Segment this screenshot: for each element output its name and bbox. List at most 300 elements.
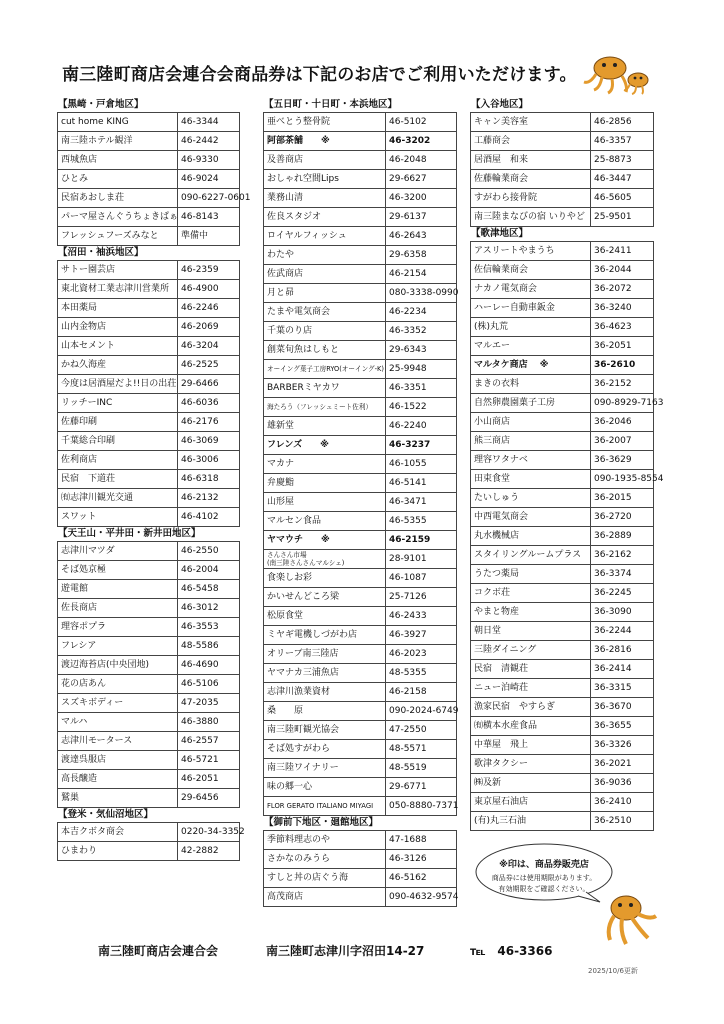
- store-name: オーイング菓子工房RYO(オーイング-K): [264, 360, 386, 379]
- table-row: [471, 113, 654, 132]
- table-row: [264, 683, 457, 702]
- table-row: [471, 698, 654, 717]
- store-name: かいせんどころ梁: [264, 588, 386, 607]
- table-row: [264, 398, 457, 417]
- section-header: 【沼田・袖浜地区】: [58, 247, 144, 258]
- section-header: 【登米・気仙沼地区】: [58, 809, 154, 820]
- table-row: [471, 356, 654, 375]
- store-phone: 46-3352: [386, 322, 457, 341]
- store-phone: 46-5102: [386, 113, 457, 132]
- store-name: 味の郷一心: [264, 778, 386, 797]
- table-row: [471, 527, 654, 546]
- store-phone: 36-3326: [591, 736, 654, 755]
- section-header: 【五日町・十日町・本浜地区】: [264, 99, 398, 110]
- table-row: [58, 599, 240, 618]
- store-name: リッチーINC: [58, 394, 178, 413]
- store-name: ㈱及新: [471, 774, 591, 793]
- store-phone: 29-6137: [386, 208, 457, 227]
- store-phone: 36-3655: [591, 717, 654, 736]
- store-name: 居酒屋 和来: [471, 151, 591, 170]
- store-phone: 36-2816: [591, 641, 654, 660]
- table-row: [58, 561, 240, 580]
- store-phone: 36-2244: [591, 622, 654, 641]
- store-name: 花の店あん: [58, 675, 178, 694]
- section-header: 【歌津地区】: [471, 228, 529, 239]
- store-name: 工藤商会: [471, 132, 591, 151]
- table-row: [264, 778, 457, 797]
- table-row: [264, 151, 457, 170]
- table-row: [264, 341, 457, 360]
- store-phone: 36-2411: [591, 242, 654, 261]
- table-row: [471, 280, 654, 299]
- store-name: 遊電館: [58, 580, 178, 599]
- store-phone: 46-3200: [386, 189, 457, 208]
- store-phone: 46-3447: [591, 170, 654, 189]
- store-name: 佐藤輪業商会: [471, 170, 591, 189]
- store-phone: 46-2051: [178, 770, 240, 789]
- store-phone: 46-3880: [178, 713, 240, 732]
- table-row: [471, 451, 654, 470]
- table-row: [264, 284, 457, 303]
- section-header: 【天王山・平井田・新井田地区】: [58, 528, 201, 539]
- store-phone: 36-2152: [591, 375, 654, 394]
- table-row: [58, 580, 240, 599]
- notice-line-1: ※印は、商品券販売店: [499, 860, 589, 870]
- store-phone: 46-2048: [386, 151, 457, 170]
- store-phone: 46-9024: [178, 170, 240, 189]
- store-phone: 36-2414: [591, 660, 654, 679]
- table-row: [264, 588, 457, 607]
- store-name: アスリートやまうち: [471, 242, 591, 261]
- table-row: [471, 261, 654, 280]
- store-name: 山本セメント: [58, 337, 178, 356]
- store-column-1: [57, 98, 251, 861]
- store-name: 海たろう（フレッシュミート佐利）: [264, 398, 386, 417]
- store-name: 南三陸まなびの宿 いりやど: [471, 208, 591, 227]
- store-phone: 090-6227-0601: [178, 189, 240, 208]
- store-name: 季節料理志のや: [264, 831, 386, 850]
- store-name: スタイリングルームプラス: [471, 546, 591, 565]
- table-row: [264, 322, 457, 341]
- table-row: [471, 622, 654, 641]
- section-header: 【御前下地区・廻館地区】: [264, 817, 379, 828]
- store-name: マルハ: [58, 713, 178, 732]
- store-name: 山形屋: [264, 493, 386, 512]
- table-row: [471, 603, 654, 622]
- table-row: [58, 656, 240, 675]
- store-phone: 29-6456: [178, 789, 240, 808]
- table-row: [264, 189, 457, 208]
- store-name: サトー園芸店: [58, 261, 178, 280]
- store-name-subline: (南三陸さんさんマルシェ): [267, 559, 345, 567]
- store-phone: 46-2234: [386, 303, 457, 322]
- table-row: [58, 356, 240, 375]
- table-row: [471, 546, 654, 565]
- store-name: ヤマウチ ※: [264, 531, 386, 550]
- table-row: [471, 793, 654, 812]
- store-name: 中西電気商会: [471, 508, 591, 527]
- store-name: 今度は居酒屋だよ!!日の出荘: [58, 375, 178, 394]
- store-name: 渡辺海苔店(中央団地): [58, 656, 178, 675]
- store-name: 民宿 清観荘: [471, 660, 591, 679]
- store-phone: 25-9948: [386, 360, 457, 379]
- table-row: [471, 736, 654, 755]
- store-table: [57, 822, 245, 861]
- table-row: [264, 113, 457, 132]
- store-phone: 46-2525: [178, 356, 240, 375]
- store-phone: 36-3090: [591, 603, 654, 622]
- store-name: ㈲志津川観光交通: [58, 489, 178, 508]
- store-name: 南三陸ワイナリー: [264, 759, 386, 778]
- store-phone: 46-4690: [178, 656, 240, 675]
- store-phone: 36-2410: [591, 793, 654, 812]
- store-phone: 36-2044: [591, 261, 654, 280]
- store-phone: 36-9036: [591, 774, 654, 793]
- table-row: [264, 436, 457, 455]
- store-phone: 36-3240: [591, 299, 654, 318]
- store-name: ミヤギ電機しづがわ店: [264, 626, 386, 645]
- table-row: [471, 679, 654, 698]
- store-name: 南三陸町観光協会: [264, 721, 386, 740]
- store-phone: 25-9501: [591, 208, 654, 227]
- table-row: [264, 531, 457, 550]
- store-name: ヤマナカ三浦魚店: [264, 664, 386, 683]
- store-name: コクボ荘: [471, 584, 591, 603]
- store-name: 東京屋石油店: [471, 793, 591, 812]
- table-row: [58, 470, 240, 489]
- store-phone: 46-2132: [178, 489, 240, 508]
- store-phone: 46-3927: [386, 626, 457, 645]
- store-name: そば処すがわら: [264, 740, 386, 759]
- table-row: [58, 432, 240, 451]
- store-phone: 46-2004: [178, 561, 240, 580]
- store-table: [470, 241, 664, 831]
- table-row: [58, 694, 240, 713]
- store-name: [264, 550, 386, 569]
- store-phone: 36-2245: [591, 584, 654, 603]
- store-name: 佐利商店: [58, 451, 178, 470]
- store-phone: 46-3069: [178, 432, 240, 451]
- store-name: スズキボディー: [58, 694, 178, 713]
- store-name: かね久海産: [58, 356, 178, 375]
- table-row: [58, 113, 240, 132]
- table-row: [471, 413, 654, 432]
- table-row: [471, 812, 654, 831]
- store-name: そば処京極: [58, 561, 178, 580]
- table-row: [264, 170, 457, 189]
- store-phone: 46-2433: [386, 607, 457, 626]
- store-phone: 46-3237: [386, 436, 457, 455]
- store-phone: 46-2856: [591, 113, 654, 132]
- store-phone: 47-1688: [386, 831, 457, 850]
- table-row: [471, 432, 654, 451]
- store-phone: 080-3338-0990: [386, 284, 457, 303]
- store-name: たまや電気商会: [264, 303, 386, 322]
- store-name: 田束食堂: [471, 470, 591, 489]
- section-header: 【入谷地区】: [471, 99, 529, 110]
- store-name: 丸水機械店: [471, 527, 591, 546]
- store-name: フレシア: [58, 637, 178, 656]
- store-phone: 090-4632-9574: [386, 888, 457, 907]
- store-name: 亜べとう整骨院: [264, 113, 386, 132]
- store-phone: 46-2442: [178, 132, 240, 151]
- table-row: [471, 774, 654, 793]
- store-name: 桑 原: [264, 702, 386, 721]
- table-row: [58, 394, 240, 413]
- table-row: [264, 702, 457, 721]
- store-phone: 47-2550: [386, 721, 457, 740]
- table-row: [58, 208, 240, 227]
- store-name: 鷲巣: [58, 789, 178, 808]
- section-header: 【黒崎・戸倉地区】: [58, 99, 144, 110]
- store-phone: 46-2023: [386, 645, 457, 664]
- store-name: 南三陸ホテル観洋: [58, 132, 178, 151]
- store-phone: 46-3204: [178, 337, 240, 356]
- table-row: [264, 417, 457, 436]
- store-phone: 36-2072: [591, 280, 654, 299]
- store-phone: 46-2246: [178, 299, 240, 318]
- table-row: [264, 569, 457, 588]
- table-row: [58, 189, 240, 208]
- footer-tel: ℡ 46-3366: [470, 944, 553, 958]
- store-phone: 36-3374: [591, 565, 654, 584]
- store-phone: 46-3202: [386, 132, 457, 151]
- table-row: [58, 489, 240, 508]
- table-row: [471, 508, 654, 527]
- store-phone: 050-8880-7371: [386, 797, 457, 816]
- store-phone: 46-3344: [178, 113, 240, 132]
- store-name: 創菜旬魚はしもと: [264, 341, 386, 360]
- table-row: [471, 641, 654, 660]
- table-row: [58, 675, 240, 694]
- store-name: まきの衣料: [471, 375, 591, 394]
- store-phone: 36-2510: [591, 812, 654, 831]
- table-row: [471, 170, 654, 189]
- store-phone: 36-3629: [591, 451, 654, 470]
- table-row: [264, 550, 457, 569]
- table-row: [58, 732, 240, 751]
- table-row: [264, 265, 457, 284]
- store-name: 業務山清: [264, 189, 386, 208]
- store-name: おしゃれ空間Lips: [264, 170, 386, 189]
- store-name: 高長醸造: [58, 770, 178, 789]
- store-phone: 46-5721: [178, 751, 240, 770]
- store-name-line: さんさん市場: [267, 550, 307, 559]
- store-name: 佐信輪業商会: [471, 261, 591, 280]
- store-phone: 46-2643: [386, 227, 457, 246]
- store-phone: 48-5355: [386, 664, 457, 683]
- store-name: わたや: [264, 246, 386, 265]
- store-phone: 36-2007: [591, 432, 654, 451]
- table-row: [58, 280, 240, 299]
- store-phone: 29-6627: [386, 170, 457, 189]
- store-phone: 46-8143: [178, 208, 240, 227]
- store-name: フレンズ ※: [264, 436, 386, 455]
- store-phone: 36-2610: [591, 356, 654, 375]
- table-row: [264, 512, 457, 531]
- table-row: [264, 740, 457, 759]
- store-name: 漁家民宿 やすらぎ: [471, 698, 591, 717]
- table-row: [58, 751, 240, 770]
- store-phone: 25-7126: [386, 588, 457, 607]
- store-table: [263, 112, 457, 816]
- store-name: マルエー: [471, 337, 591, 356]
- store-name: すがわら接骨院: [471, 189, 591, 208]
- store-phone: 46-6036: [178, 394, 240, 413]
- store-name: うたつ薬局: [471, 565, 591, 584]
- store-name: 松原食堂: [264, 607, 386, 626]
- store-name: やまと物産: [471, 603, 591, 622]
- table-row: [264, 797, 457, 816]
- store-phone: 準備中: [178, 227, 240, 246]
- store-name: (有)丸三石油: [471, 812, 591, 831]
- store-name: 民宿 下道荘: [58, 470, 178, 489]
- table-row: [264, 208, 457, 227]
- table-row: [471, 337, 654, 356]
- store-name: 三陸ダイニング: [471, 641, 591, 660]
- store-phone: 28-9101: [386, 550, 457, 569]
- notice-line-3: 有効期限をご確認ください。: [498, 885, 590, 893]
- octopus-mascot-icon: [602, 888, 658, 946]
- store-phone: 46-2176: [178, 413, 240, 432]
- store-name: たいしゅう: [471, 489, 591, 508]
- table-row: [58, 770, 240, 789]
- store-table: [57, 541, 240, 808]
- page-title: 南三陸町商店会連合会商品券は下記のお店でご利用いただけます。: [62, 65, 577, 85]
- notice-line-2: 商品券には使用期限があります。: [491, 874, 597, 882]
- store-table: [57, 112, 251, 246]
- store-phone: 36-2162: [591, 546, 654, 565]
- store-phone: 090-1935-8554: [591, 470, 654, 489]
- store-phone: 46-2158: [386, 683, 457, 702]
- store-name: 理容ワタナベ: [471, 451, 591, 470]
- store-table: [470, 112, 654, 227]
- store-name: 佐良スタジオ: [264, 208, 386, 227]
- store-phone: 46-3126: [386, 850, 457, 869]
- store-name: 西城魚店: [58, 151, 178, 170]
- table-row: [264, 888, 457, 907]
- store-phone: 46-5605: [591, 189, 654, 208]
- store-name: マカナ: [264, 455, 386, 474]
- store-name: ハーレー自動車鈑金: [471, 299, 591, 318]
- store-name: 本田薬局: [58, 299, 178, 318]
- store-phone: 0220-34-3352: [178, 823, 240, 842]
- table-row: [471, 717, 654, 736]
- store-name: 民宿あおしま荘: [58, 189, 178, 208]
- table-row: [264, 721, 457, 740]
- store-name: キャン美容室: [471, 113, 591, 132]
- table-row: [264, 626, 457, 645]
- store-name: パーマ屋さんぐうちょきぱぁ: [58, 208, 178, 227]
- store-name: 志津川モータース: [58, 732, 178, 751]
- store-phone: 29-6343: [386, 341, 457, 360]
- table-row: [58, 151, 240, 170]
- store-name: ひとみ: [58, 170, 178, 189]
- store-phone: 46-2069: [178, 318, 240, 337]
- store-name: 東北資材工業志津川営業所: [58, 280, 178, 299]
- table-row: [58, 618, 240, 637]
- table-row: [471, 394, 654, 413]
- table-row: [58, 227, 240, 246]
- store-phone: 46-5355: [386, 512, 457, 531]
- table-row: [471, 565, 654, 584]
- table-row: [264, 850, 457, 869]
- store-phone: 46-1087: [386, 569, 457, 588]
- store-name: 阿部茶舗 ※: [264, 132, 386, 151]
- store-phone: 29-6771: [386, 778, 457, 797]
- store-phone: 46-3006: [178, 451, 240, 470]
- store-name: フレッシュフーズみなと: [58, 227, 178, 246]
- store-phone: 36-4623: [591, 318, 654, 337]
- table-row: [471, 660, 654, 679]
- updated-date: 2025/10/6更新: [588, 967, 638, 975]
- table-row: [471, 189, 654, 208]
- table-row: [58, 337, 240, 356]
- table-row: [471, 299, 654, 318]
- store-name: ひまわり: [58, 842, 178, 861]
- table-row: [264, 645, 457, 664]
- store-phone: 46-3012: [178, 599, 240, 618]
- table-row: [471, 242, 654, 261]
- store-name: 弁慶鮨: [264, 474, 386, 493]
- store-name: 千葉のり店: [264, 322, 386, 341]
- table-row: [58, 451, 240, 470]
- store-phone: 46-3471: [386, 493, 457, 512]
- store-name: (株)丸荒: [471, 318, 591, 337]
- table-row: [264, 759, 457, 778]
- store-phone: 46-5141: [386, 474, 457, 493]
- table-row: [58, 318, 240, 337]
- table-row: [58, 170, 240, 189]
- store-name: 月と昴: [264, 284, 386, 303]
- store-column-2: [263, 98, 457, 907]
- table-row: [58, 132, 240, 151]
- store-phone: 46-1055: [386, 455, 457, 474]
- store-phone: 46-2557: [178, 732, 240, 751]
- store-phone: 090-2024-6749: [386, 702, 457, 721]
- table-row: [264, 379, 457, 398]
- store-name: ㈲横本水産食品: [471, 717, 591, 736]
- store-phone: 25-8873: [591, 151, 654, 170]
- store-name: 歌津タクシー: [471, 755, 591, 774]
- store-phone: 46-4102: [178, 508, 240, 527]
- table-row: [471, 151, 654, 170]
- store-name: 志津川漁業資材: [264, 683, 386, 702]
- table-row: [264, 132, 457, 151]
- store-phone: 46-4900: [178, 280, 240, 299]
- table-row: [264, 493, 457, 512]
- store-name: 山内金物店: [58, 318, 178, 337]
- table-row: [58, 713, 240, 732]
- store-phone: 46-5106: [178, 675, 240, 694]
- store-name: 千葉総合印刷: [58, 432, 178, 451]
- store-name: スワット: [58, 508, 178, 527]
- store-phone: 46-6318: [178, 470, 240, 489]
- store-name: ニュー泊崎荘: [471, 679, 591, 698]
- store-name: オリーブ南三陸店: [264, 645, 386, 664]
- footer-address: 南三陸町志津川字沼田14-27: [266, 944, 425, 958]
- table-row: [471, 208, 654, 227]
- store-name: 理容ポプラ: [58, 618, 178, 637]
- table-row: [471, 375, 654, 394]
- table-row: [264, 303, 457, 322]
- store-phone: 46-2240: [386, 417, 457, 436]
- store-name: 佐長商店: [58, 599, 178, 618]
- table-row: [471, 318, 654, 337]
- store-name: 渡達呉服店: [58, 751, 178, 770]
- store-phone: 29-6466: [178, 375, 240, 394]
- store-name: 佐藤印刷: [58, 413, 178, 432]
